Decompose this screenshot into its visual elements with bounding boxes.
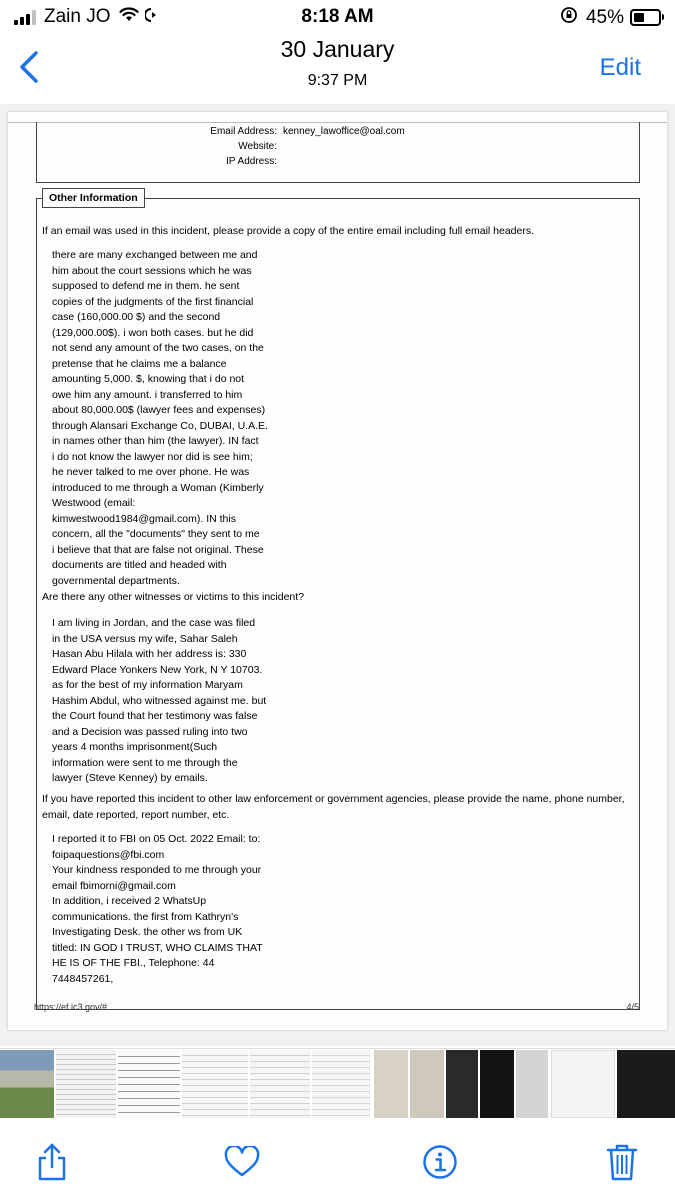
thumbnail[interactable] [480,1050,514,1118]
website-label: Website: [238,141,277,152]
thumbnail-strip[interactable] [0,1048,675,1120]
contact-box [36,122,640,183]
email-label: Email Address: [210,126,277,137]
question-reported: If you have reported this incident to other law enforcement or government agencies, please provide the name, phone number, email, date reported, report number, etc. [42,793,625,821]
status-bar [0,0,675,34]
info-icon [422,1144,458,1180]
navigation-bar [0,34,675,104]
share-icon [35,1142,69,1182]
answer-reported: I reported it to FBI on 05 Oct. 2022 Email: to: foipaquestions@fbi.com Your kindness responded to me through your email fbimorni@gmail.com In addition, i received 2 WhatsUp communications. the first from Kathryn's Investigating Desk. the other ws from UK titled: IN GOD I TRUST, WHO CLAIMS THAT HE IS OF THE FBI., Telephone: 44 7448457261, [52,833,263,985]
thumbnail[interactable] [446,1050,478,1118]
thumbnail[interactable] [56,1050,116,1118]
photo-time: 9:37 PM [307,72,368,89]
answer-email: there are many exchanged between me and him about the court sessions which he was supposed to defend me in them. he sent copies of the judgments of the first financial case (160,000.00 $) and the second (129,000.00$). i won both cases. but he did not send any amount of the two cases, on the pretense that he claims me a balance amounting 5,000. $, knowing that i do not owe him any amount. i transferred to him about 80,000.00$ (lawyer fees and expenses) through Alansari Exchange Co, DUBAI, U.A.E. in names other than him (the lawyer). IN fact i do not know the lawyer nor did is see him; he never talked to me over phone. He was introduced to me through a Woman (Kimberly Westwood (email: kimwestwood1984@gmail.com). IN this concern, all the "documents" they sent to me i believe that that are false not original. These documents are titled and headed with governmental departments. [52,249,268,587]
thumbnail[interactable] [118,1050,180,1118]
trash-icon [606,1143,638,1181]
footer-page-number: 4/5 [626,1002,639,1012]
orientation-lock-icon [560,6,578,29]
email-value: kenney_lawoffice@oal.com [283,126,405,137]
delete-button[interactable] [598,1140,646,1184]
thumbnail[interactable] [312,1050,370,1118]
status-time: 8:18 AM [301,6,374,27]
photo-date: 30 January [280,36,395,62]
edit-button[interactable]: Edit [599,54,641,81]
thumbnail[interactable] [0,1050,54,1118]
photo-viewer[interactable] [0,104,675,1046]
info-button[interactable] [416,1140,464,1184]
bottom-toolbar [0,1124,675,1200]
thumbnail[interactable] [250,1050,310,1118]
question-email: If an email was used in this incident, please provide a copy of the entire email including full email headers. [42,225,535,237]
heart-icon [224,1146,260,1178]
thumbnail[interactable] [551,1050,615,1118]
carrier-name: Zain JO [44,6,111,27]
section-title: Other Information [42,188,145,208]
answer-witnesses: I am living in Jordan, and the case was filed in the USA versus my wife, Sahar Saleh Hasan Abu Hilala with her address is: 330 Edward Place Yonkers New York, N Y 10703. as for the best of my information Maryam Hashim Abdul, who witnessed against me. but the Court found that her testimony was false and a Decision was passed ruling into two years 4 months imprisonment(Such information were sent to me through the lawyer (Steve Kenney) by emails. [52,617,267,784]
thumbnail[interactable] [374,1050,408,1118]
footer-url: https://ef.ic3.gov/# [34,1002,108,1012]
battery-percent: 45% [585,6,624,28]
thumbnail[interactable] [182,1050,248,1118]
thumbnail[interactable] [516,1050,548,1118]
share-button[interactable] [28,1140,76,1184]
document-page [8,112,667,1030]
favorite-button[interactable] [218,1140,266,1184]
question-witnesses: Are there any other witnesses or victims to this incident? [42,591,305,603]
battery-icon [630,9,661,26]
thumbnail[interactable] [617,1050,675,1118]
thumbnail[interactable] [410,1050,444,1118]
ip-label: IP Address: [226,156,277,167]
